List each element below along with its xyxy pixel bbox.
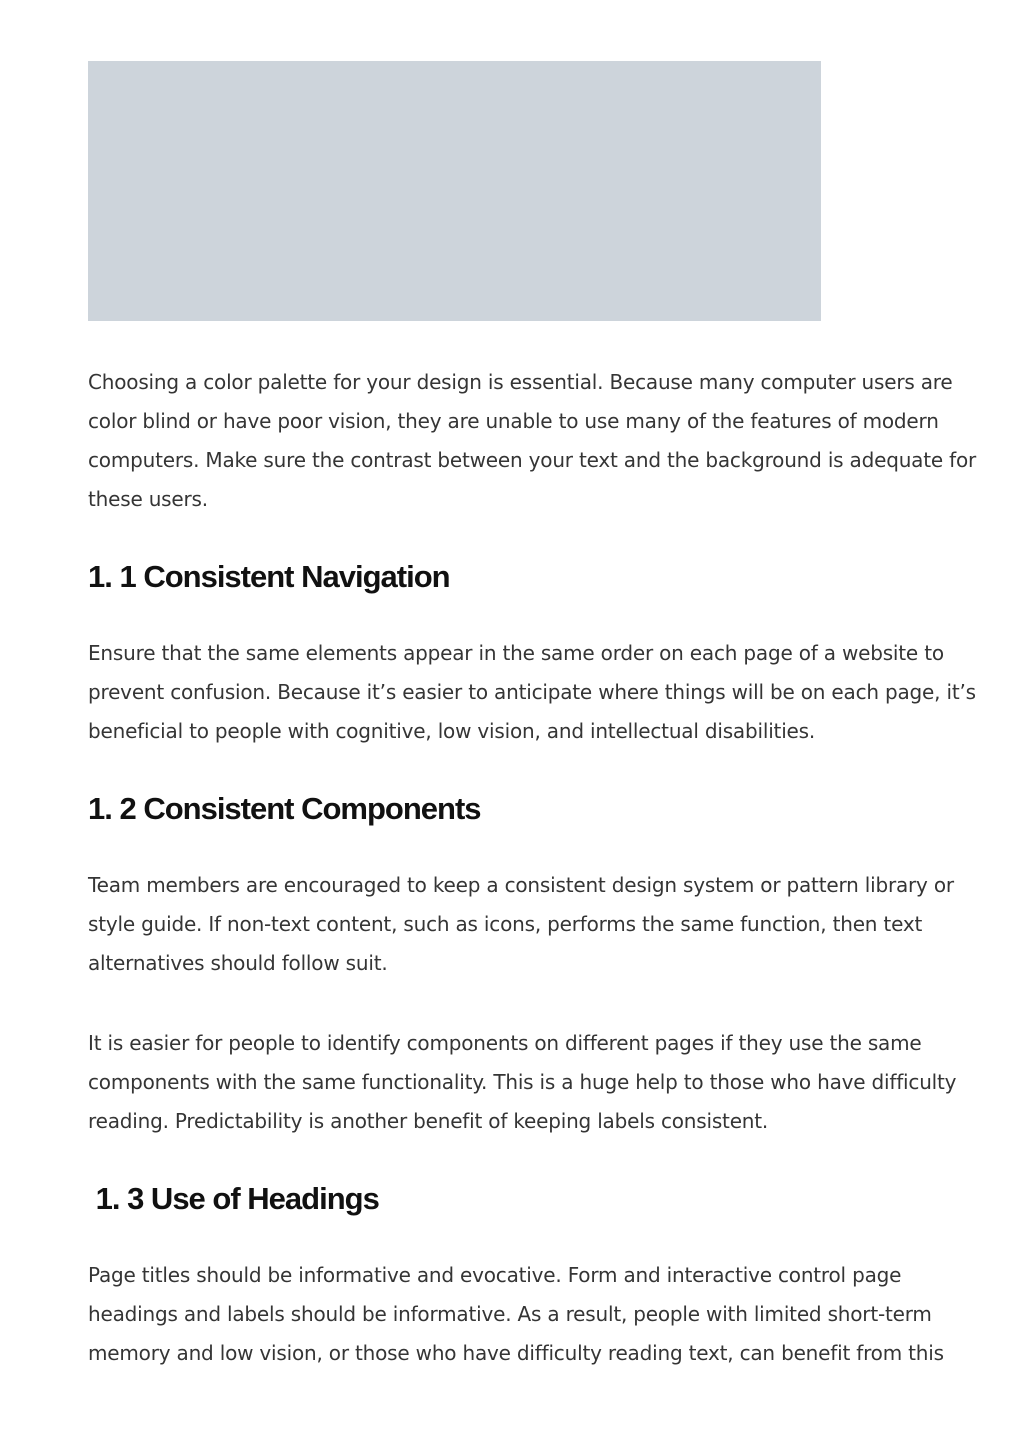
section-heading-consistent-components: 1. 2 Consistent Components — [88, 791, 481, 826]
section-paragraph: Page titles should be informative and evocative. Form and interactive control page headings and labels should be informative. As a result, people with limited short-term memory and low vision, or those who have difficulty reading text, can benefit from this — [88, 1263, 944, 1365]
hero-image-placeholder — [88, 61, 821, 321]
section-paragraph: Ensure that the same elements appear in the same order on each page of a website to prevent confusion. Because it’s easier to anticipate where things will be on each page, it’s beneficial to people with cognitive, low vision, and intellectual disabilities. — [88, 641, 976, 743]
intro-paragraph: Choosing a color palette for your design is essential. Because many computer users are color blind or have poor vision, they are unable to use many of the features of modern computers. Make sure the contrast between your text and the background is adequate for these users. — [88, 370, 977, 511]
article — [88, 61, 978, 1373]
section-heading-use-of-headings: 1. 3 Use of Headings — [88, 1181, 379, 1216]
section-heading-consistent-navigation: 1. 1 Consistent Navigation — [88, 559, 450, 594]
section-paragraph: Team members are encouraged to keep a consistent design system or pattern library or style guide. If non-text content, such as icons, performs the same function, then text alternatives should follow suit. — [88, 873, 954, 975]
section-paragraph: It is easier for people to identify components on different pages if they use the same components with the same functionality. This is a huge help to those who have difficulty reading. Predictability is another benefit of keeping labels consistent. — [88, 1031, 957, 1133]
